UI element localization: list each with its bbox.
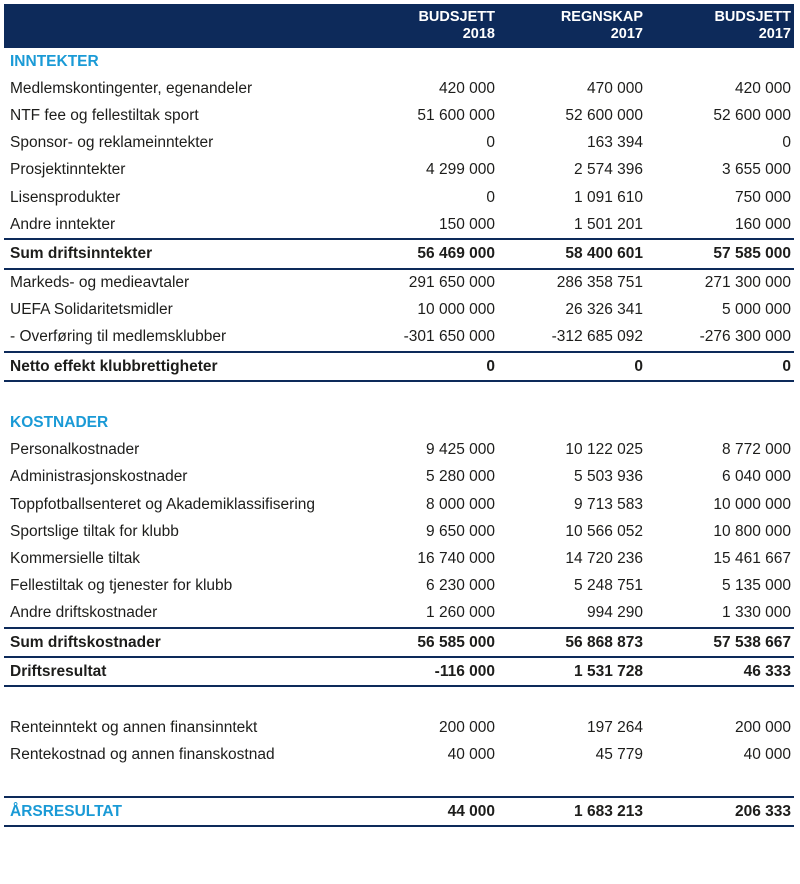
value-budsjett-2018: 40 000: [447, 746, 495, 764]
row-label: Lisensprodukter: [10, 188, 121, 206]
value-budsjett-2018: 8 000 000: [426, 495, 495, 513]
value-budsjett-2018: 56 585 000: [417, 633, 495, 651]
row-label: Sponsor- og reklameinntekter: [10, 134, 214, 152]
row-label: Personalkostnader: [10, 441, 140, 459]
value-regnskap-2017: 0: [634, 357, 643, 375]
row-label: Kommersielle tiltak: [10, 549, 141, 567]
row-label: ÅRSRESULTAT: [10, 802, 122, 820]
value-budsjett-2018: 150 000: [438, 215, 495, 233]
value-budsjett-2017: 420 000: [734, 79, 791, 97]
row-label: Rentekostnad og annen finanskostnad: [10, 746, 275, 764]
value-budsjett-2018: 1 260 000: [426, 604, 495, 622]
value-budsjett-2018: 51 600 000: [417, 106, 495, 124]
budget-table: [4, 4, 794, 827]
table-row: [4, 742, 794, 769]
section-title-inntekter: [4, 48, 794, 75]
value-budsjett-2017: 750 000: [734, 188, 791, 206]
value-regnskap-2017: 1 501 201: [574, 215, 643, 233]
header-col3-line2: 2017: [758, 26, 791, 42]
sum-driftskostnader-row: [4, 627, 794, 656]
spacer-row: [4, 382, 794, 409]
header-budsjett-2018: [350, 9, 498, 43]
value-regnskap-2017: 10 122 025: [565, 441, 643, 459]
row-label: Sportslige tiltak for klubb: [10, 522, 179, 540]
value-regnskap-2017: 5 248 751: [574, 577, 643, 595]
value-budsjett-2018: 6 230 000: [426, 577, 495, 595]
header-col2-line1: REGNSKAP: [560, 9, 643, 25]
row-label: Markeds- og medieavtaler: [10, 274, 190, 292]
value-budsjett-2017: 271 300 000: [704, 274, 791, 292]
row-label: Renteinntekt og annen finansinntekt: [10, 719, 258, 737]
value-regnskap-2017: 58 400 601: [565, 244, 643, 262]
value-regnskap-2017: 286 358 751: [556, 274, 643, 292]
value-budsjett-2018: 291 650 000: [408, 274, 495, 292]
value-budsjett-2017: 10 800 000: [713, 522, 791, 540]
row-label: - Overføring til medlemsklubber: [10, 328, 227, 346]
table-row: [4, 157, 794, 184]
table-row: [4, 211, 794, 238]
row-label: Andre inntekter: [10, 215, 116, 233]
value-regnskap-2017: 14 720 236: [565, 549, 643, 567]
value-regnskap-2017: 1 683 213: [574, 802, 643, 820]
row-label: Driftsresultat: [10, 662, 107, 680]
value-budsjett-2017: 0: [782, 357, 791, 375]
value-regnskap-2017: 52 600 000: [565, 106, 643, 124]
row-label: Netto effekt klubbrettigheter: [10, 357, 218, 375]
driftsresultat-row: [4, 656, 794, 687]
value-budsjett-2018: 9 425 000: [426, 441, 495, 459]
section-title: INNTEKTER: [10, 52, 99, 70]
value-budsjett-2018: 16 740 000: [417, 549, 495, 567]
value-regnskap-2017: 45 779: [595, 746, 643, 764]
table-row: [4, 184, 794, 211]
value-budsjett-2017: -276 300 000: [699, 328, 791, 346]
table-row: [4, 491, 794, 518]
value-budsjett-2017: 1 330 000: [722, 604, 791, 622]
value-budsjett-2018: 200 000: [438, 719, 495, 737]
spacer-row: [4, 769, 794, 796]
value-regnskap-2017: 163 394: [586, 134, 643, 152]
row-label: Prosjektinntekter: [10, 161, 126, 179]
table-row: [4, 715, 794, 742]
table-row: [4, 518, 794, 545]
value-budsjett-2017: 8 772 000: [722, 441, 791, 459]
value-budsjett-2018: 5 280 000: [426, 468, 495, 486]
aarsresultat-row: [4, 796, 794, 827]
row-label: Medlemskontingenter, egenandeler: [10, 79, 253, 97]
section-title-kostnader: [4, 409, 794, 436]
value-regnskap-2017: 9 713 583: [574, 495, 643, 513]
table-row: [4, 130, 794, 157]
value-budsjett-2017: 6 040 000: [722, 468, 791, 486]
value-budsjett-2017: 15 461 667: [713, 549, 791, 567]
value-regnskap-2017: 56 868 873: [565, 633, 643, 651]
table-header: [4, 4, 794, 48]
row-label: NTF fee og fellestiltak sport: [10, 106, 199, 124]
value-budsjett-2018: 0: [486, 188, 495, 206]
value-budsjett-2018: -301 650 000: [403, 328, 495, 346]
table-row: [4, 573, 794, 600]
value-budsjett-2018: 44 000: [447, 802, 495, 820]
value-budsjett-2017: 206 333: [734, 802, 791, 820]
value-budsjett-2017: 0: [782, 134, 791, 152]
value-budsjett-2018: 4 299 000: [426, 161, 495, 179]
row-label: Sum driftskostnader: [10, 633, 161, 651]
table-row: [4, 297, 794, 324]
value-budsjett-2017: 3 655 000: [722, 161, 791, 179]
value-budsjett-2017: 52 600 000: [713, 106, 791, 124]
value-budsjett-2017: 57 585 000: [713, 244, 791, 262]
value-regnskap-2017: 470 000: [586, 79, 643, 97]
row-label: Andre driftskostnader: [10, 604, 158, 622]
value-budsjett-2017: 57 538 667: [713, 633, 791, 651]
value-budsjett-2017: 46 333: [743, 662, 791, 680]
header-budsjett-2017: [646, 9, 794, 43]
row-label: UEFA Solidaritetsmidler: [10, 301, 173, 319]
value-budsjett-2018: -116 000: [434, 662, 495, 680]
value-budsjett-2017: 5 135 000: [722, 577, 791, 595]
value-budsjett-2017: 5 000 000: [722, 301, 791, 319]
header-col1-line1: BUDSJETT: [418, 9, 495, 25]
value-budsjett-2018: 56 469 000: [417, 244, 495, 262]
klubb-rows: [4, 270, 794, 352]
table-row: [4, 102, 794, 129]
value-regnskap-2017: 1 091 610: [574, 188, 643, 206]
table-row: [4, 75, 794, 102]
netto-effekt-row: [4, 351, 794, 382]
value-budsjett-2018: 420 000: [438, 79, 495, 97]
header-col1-line2: 2018: [462, 26, 495, 42]
row-label: Administrasjonskostnader: [10, 468, 188, 486]
header-col2-line2: 2017: [610, 26, 643, 42]
table-row: [4, 270, 794, 297]
header-col3-line1: BUDSJETT: [714, 9, 791, 25]
value-budsjett-2018: 10 000 000: [417, 301, 495, 319]
value-budsjett-2017: 10 000 000: [713, 495, 791, 513]
section-title: KOSTNADER: [10, 414, 109, 432]
value-budsjett-2017: 40 000: [743, 746, 791, 764]
value-regnskap-2017: 197 264: [586, 719, 643, 737]
value-regnskap-2017: 994 290: [586, 604, 643, 622]
table-row: [4, 324, 794, 351]
table-row: [4, 464, 794, 491]
header-regnskap-2017: [498, 9, 646, 43]
value-budsjett-2018: 0: [486, 134, 495, 152]
value-regnskap-2017: 26 326 341: [565, 301, 643, 319]
value-regnskap-2017: 10 566 052: [565, 522, 643, 540]
finans-rows: [4, 715, 794, 769]
spacer-row: [4, 687, 794, 714]
table-row: [4, 437, 794, 464]
row-label: Fellestiltak og tjenester for klubb: [10, 577, 233, 595]
table-row: [4, 600, 794, 627]
value-regnskap-2017: 5 503 936: [574, 468, 643, 486]
value-budsjett-2018: 0: [486, 357, 495, 375]
table-row: [4, 545, 794, 572]
kostnader-rows: [4, 437, 794, 627]
value-budsjett-2017: 200 000: [734, 719, 791, 737]
row-label: Sum driftsinntekter: [10, 244, 153, 262]
inntekter-rows: [4, 75, 794, 238]
value-regnskap-2017: 2 574 396: [574, 161, 643, 179]
value-regnskap-2017: 1 531 728: [574, 662, 643, 680]
value-regnskap-2017: -312 685 092: [551, 328, 643, 346]
row-label: Toppfotballsenteret og Akademiklassifisering: [10, 495, 316, 513]
sum-driftsinntekter-row: [4, 238, 794, 269]
value-budsjett-2017: 160 000: [734, 215, 791, 233]
value-budsjett-2018: 9 650 000: [426, 522, 495, 540]
